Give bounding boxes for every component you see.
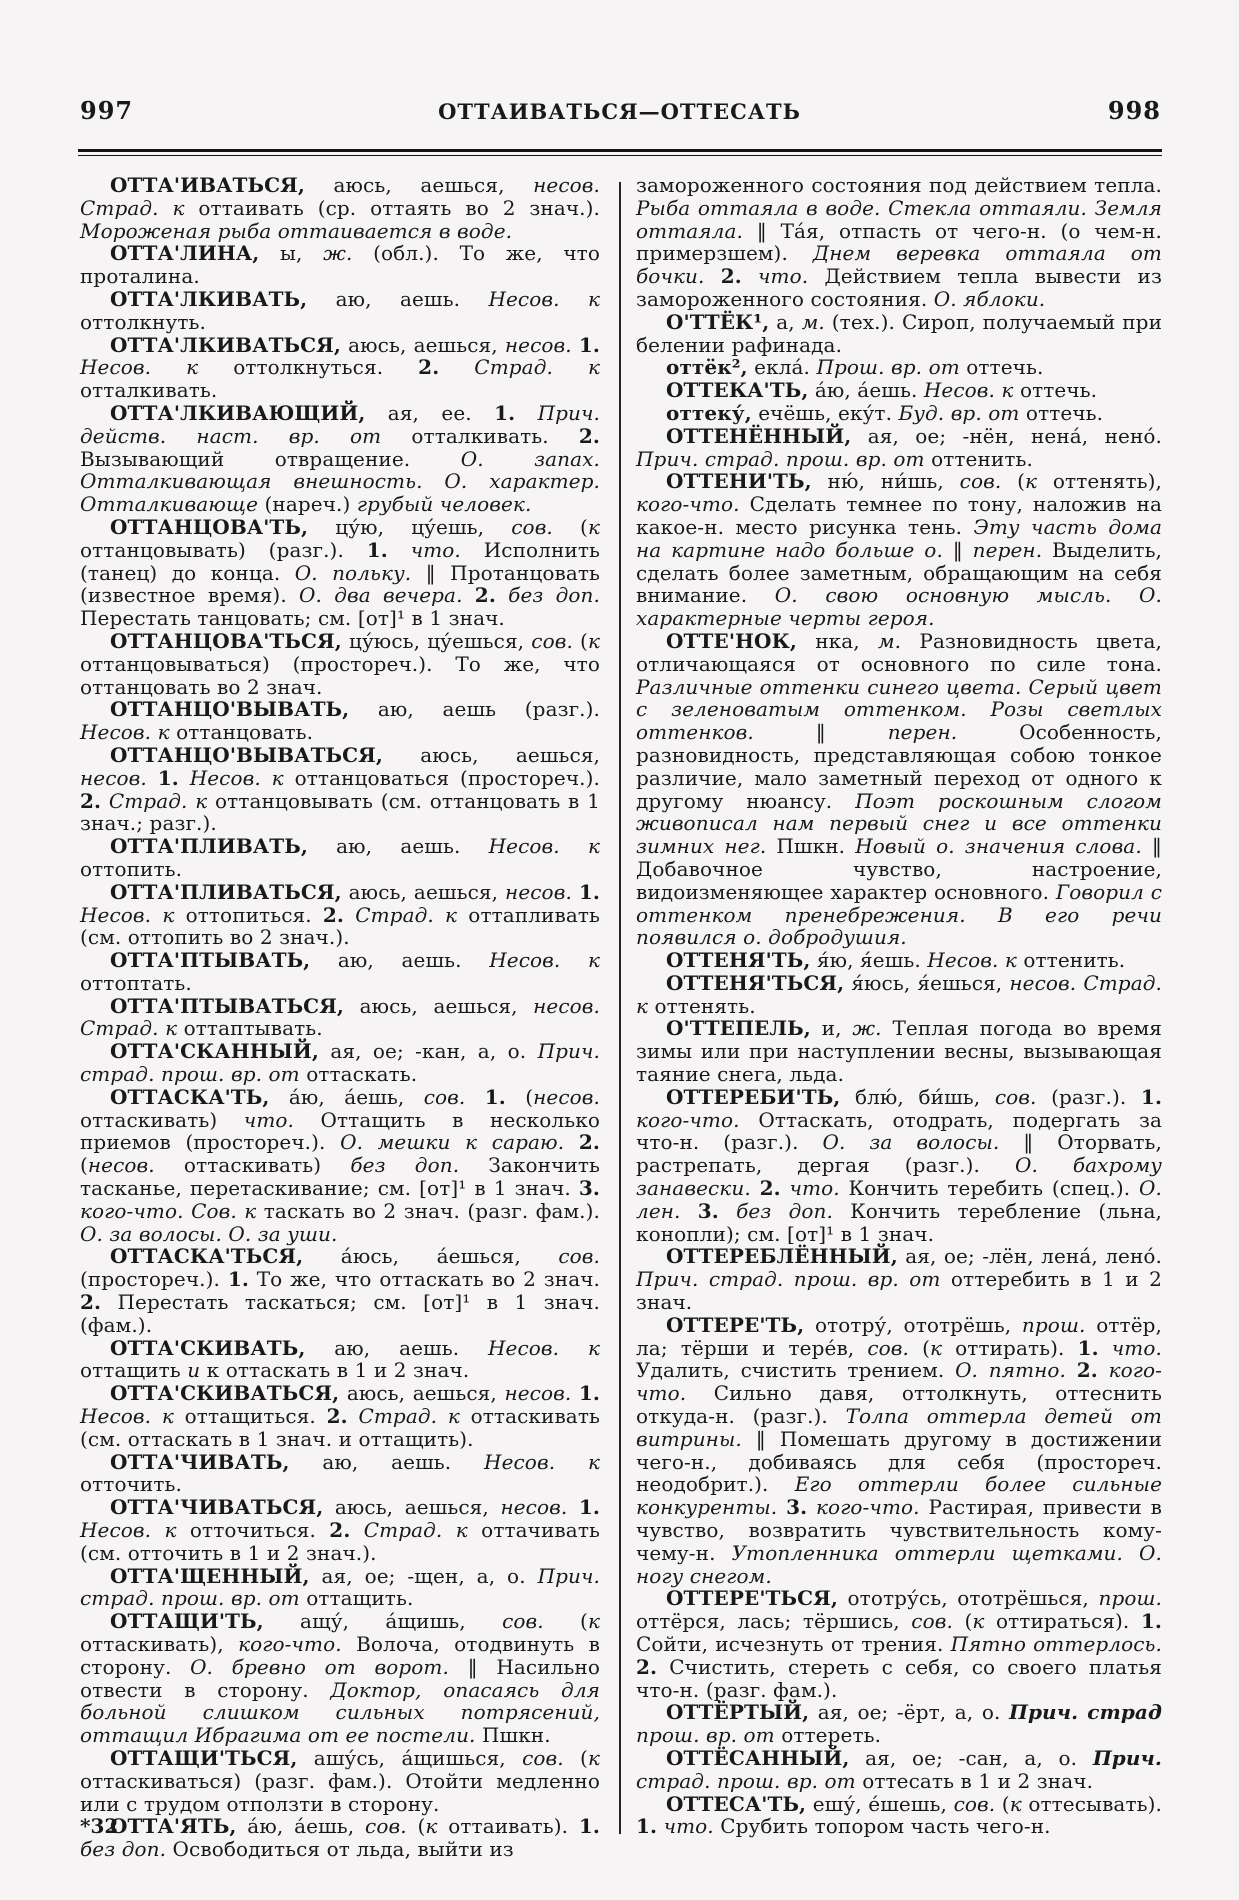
dictionary-entry: оттёк², екла́. Прош. вр. от оттечь. [666,355,1044,380]
page-number-right: 998 [1107,96,1161,125]
dictionary-entry: ОТТЕРЕБЛЁННЫЙ, ая, ое; -лён, лена́, лено́. Прич. страд. прош. вр. от оттеребить в 1 и 2 знач. [636,1244,1162,1315]
dictionary-entry: О'ТТЁК¹, а, м. (тех.). Сироп, получаемый при белении рафинада. [636,309,1163,357]
dictionary-entry: ОТТА'ПТЫВАТЬ, аю, аешь. Несов. к оттоптать. [80,948,601,995]
dictionary-entry: ОТТА'ЯТЬ, а́ю, а́ешь, сов. (к оттаивать). 1. без доп. Освободиться от льда, выйти из [80,1814,600,1862]
dictionary-entry: ОТТА'ПЛИВАТЬ, аю, аешь. Несов. к оттопить. [80,834,601,881]
dictionary-entry: ОТТЕКА'ТЬ, а́ю, а́ешь. Несов. к оттечь. [666,378,1098,403]
footnote-marker: *32 [80,1814,119,1838]
dictionary-entry: ОТТАЩИ'ТЬ, ащу́, а́щишь, сов. (к оттаскивать), кого-что. Волоча, отодвинуть в сторону. О. бревно от ворот. ‖ Насильно отвести в сторону. Доктор, опасаясь для больной слишком сильных потрясений, оттащил Ибрагима от ее постели. Пшкн. [80,1609,600,1748]
dictionary-entry: ОТТЁРТЫЙ, ая, ое; -ёрт, а, о. Прич. страд прош. вр. от оттереть. [636,1700,1162,1748]
dictionary-entry: ОТТЕНИ'ТЬ, ню́, ни́шь, сов. (к оттенять), кого-что. Сделать темнее по тону, наложив на какое-н. место рисунка тень. Эту часть дома на картине надо больше о. ‖ перен. Выделить, сделать более заметным, обращающим на себя внимание. О. свою основную мысль. О. характерные черты героя. [636,469,1163,631]
dictionary-entry: замороженного состояния под действием тепла. Рыба оттаяла в воде. Стекла оттаяли. Земля оттаяла. ‖ Та́я, отпасть от чего-н. (о чем-н. примерзшем). Днем веревка оттаяла от бочки. 2. что. Действием тепла вывести из замороженного состояния. О. яблоки. [636,173,1162,311]
dictionary-entry: ОТТЕ'НОК, нка, м. Разновидность цвета, отличающаяся от основного по силе тона. Различные оттенки синего цвета. Серый цвет с зеленоватым оттенком. Розы светлых оттенков. ‖ перен. Особенность, разновидность, представляющая собою тонкое различие, мало заметный переход от одного к другому нюансу. Поэт роскошным слогом живописал нам первый снег и все оттенки зимних нег. Пшкн. Новый о. значения слова. ‖ Добавочное чувство, настроение, видоизменяющее характер основного. Говорил с оттенком пренебрежения. В его речи появился о. добродушия. [636,628,1162,950]
page-number-left: 997 [80,96,134,125]
dictionary-entry: ОТТАЩИ'ТЬСЯ, ашу́сь, а́щишься, сов. (к оттаскиваться) (разг. фам.). Отойти медленно или с трудом отползти в сторону. [80,1745,600,1816]
dictionary-entry: ОТТА'СКАННЫЙ, ая, ое; -кан, а, о. Прич. страд. прош. вр. от оттаскать. [80,1039,600,1087]
dictionary-entry: ОТТА'ЛКИВАТЬ, аю, аешь. Несов. к оттолкнуть. [80,286,600,334]
dictionary-entry: ОТТАНЦО'ВЫВАТЬСЯ, аюсь, аешься, несов. 1. Несов. к оттанцоваться (простореч.). 2. Страд. к оттанцовывать (см. оттанцовать в 1 знач.; разг.). [80,742,600,836]
dictionary-entry: ОТТЕСА'ТЬ, ешу́, е́шешь, сов. (к оттесывать). 1. что. Срубить топором часть чего-н. [636,1791,1162,1839]
dictionary-entry: ОТТА'ПЛИВАТЬСЯ, аюсь, аешься, несов. 1. Несов. к оттопиться. 2. Страд. к оттапливать (см. оттопить во 2 знач.). [80,879,600,950]
dictionary-entry: ОТТА'СКИВАТЬ, аю, аешь. Несов. к оттащить и к оттаскать в 1 и 2 знач. [80,1335,600,1383]
right-column [636,174,1162,1838]
dictionary-entry: ОТТЁСАННЫЙ, ая, ое; -сан, а, о. Прич. страд. прош. вр. от оттесать в 1 и 2 знач. [636,1745,1162,1793]
column-divider [619,182,621,1834]
dictionary-entry: О'ТТЕПЕЛЬ, и, ж. Теплая погода во время зимы или при наступлении весны, вызывающая таяние снега, льда. [636,1016,1162,1087]
dictionary-entry: ОТТЕНЁННЫЙ, ая, ое; -нён, нена́, нено́. Прич. страд. прош. вр. от оттенить. [636,423,1162,471]
dictionary-entry: ОТТЕНЯ'ТЬ, я́ю, я́ешь. Несов. к оттенить. [666,948,1126,973]
dictionary-entry: ОТТЕНЯ'ТЬСЯ, я́юсь, я́ешься, несов. Страд. к оттенять. [636,970,1162,1018]
dictionary-entry: ОТТА'ЛКИВАТЬСЯ, аюсь, аешься, несов. 1. Несов. к оттолкнуться. 2. Страд. к отталкивать. [80,332,600,403]
dictionary-entry: ОТТЕРЕ'ТЬСЯ, ототру́сь, ототрёшься, прош. оттёрся, лась; тёршись, сов. (к оттираться). 1. Сойти, исчезнуть от трения. Пятно оттерлось. 2. Счистить, стереть с себя, со своего платья что-н. (разг. фам.). [636,1586,1162,1702]
dictionary-entry: ОТТА'ПТЫВАТЬСЯ, аюсь, аешься, несов. Страд. к оттаптывать. [80,993,600,1041]
running-head: ОТТАИВАТЬСЯ—ОТТЕСАТЬ [438,99,801,124]
dictionary-entry: ОТТАНЦОВА'ТЬ, цу́ю, цу́ешь, сов. (к оттанцовывать) (разг.). 1. что. Исполнить (танец) до конца. О. польку. ‖ Протанцовать (известное время). О. два вечера. 2. без доп. Перестать танцовать; см. [от]¹ в 1 знач. [80,514,600,631]
dictionary-entry: оттеку́, ечёшь, еку́т. Буд. вр. от оттечь. [666,400,1104,425]
dictionary-entry: ОТТА'ЧИВАТЬСЯ, аюсь, аешься, несов. 1. Несов. к отточиться. 2. Страд. к оттачивать (см. отточить в 1 и 2 знач.). [80,1495,600,1565]
dictionary-entry: ОТТАСКА'ТЬСЯ, а́юсь, а́ешься, сов. (простореч.). 1. То же, что оттаскать во 2 знач. 2. Перестать таскаться; см. [от]¹ в 1 знач. (фам.). [80,1244,601,1337]
dictionary-entry: ОТТАНЦО'ВЫВАТЬ, аю, аешь (разг.). Несов. к оттанцовать. [80,697,600,745]
dictionary-entry: ОТТАНЦОВА'ТЬСЯ, цу́юсь, цу́ешься, сов. (к оттанцовываться) (простореч.). То же, что оттанцовать во 2 знач. [80,628,600,699]
dictionary-entry: ОТТА'ЛИНА, ы, ж. (обл.). То же, что проталина. [80,241,600,289]
dictionary-entry: ОТТА'ИВАТЬСЯ, аюсь, аешься, несов. Страд. к оттаивать (ср. оттаять во 2 знач.). Мороженая рыба оттаивается в воде. [80,173,600,243]
dictionary-entry: ОТТА'СКИВАТЬСЯ, аюсь, аешься, несов. 1. Несов. к оттащиться. 2. Страд. к оттаскивать (см. оттаскать в 1 знач. и оттащить). [80,1381,600,1451]
dictionary-entry: ОТТА'ЧИВАТЬ, аю, аешь. Несов. к отточить. [80,1449,600,1497]
dictionary-entry: ОТТА'ЛКИВАЮЩИЙ, ая, ее. 1. Прич. действ. наст. вр. от отталкивать. 2. Вызывающий отвращение. О. запах. Отталкивающая внешность. О. характер. Отталкивающе (нареч.) грубый человек. [80,400,600,517]
header-rule [78,149,1162,156]
dictionary-entry: ОТТА'ЩЕННЫЙ, ая, ое; -щен, а, о. Прич. страд. прош. вр. от оттащить. [80,1563,600,1611]
dictionary-entry: ОТТЕРЕБИ'ТЬ, блю́, би́шь, сов. (разг.). 1. кого-что. Оттаскать, отодрать, подергать за что-н. (разг.). О. за волосы. ‖ Оторвать, растрепать, дергая (разг.). О. бахрому занавески. 2. что. Кончить теребить (спец.). О. лен. 3. без доп. Кончить теребление (льна, конопли); см. [от]¹ в 1 знач. [636,1084,1163,1246]
dictionary-entry: ОТТЕРЕ'ТЬ, ототру́, ототрёшь, прош. оттёр, ла; тёрши и тере́в, сов. (к оттирать). 1. что. Удалить, счистить трением. О. пятно. 2. кого-что. Сильно давя, оттолкнуть, оттеснить откуда-н. (разг.). Толпа оттерла детей от витрины. ‖ Помешать другому в достижении чего-н., добиваясь для себя (простореч. неодобрит.). Его оттерли более сильные конкуренты. 3. кого-что. Растирая, привести в чувство, возвратить чувствительность кому-чему-н. Утопленника оттерли щетками. О. ногу снегом. [636,1312,1163,1588]
left-column [80,174,600,1861]
dictionary-entry: ОТТАСКА'ТЬ, а́ю, а́ешь, сов. 1. (несов. оттаскивать) что. Оттащить в несколько приемов (простореч.). О. мешки к сараю. 2. (несов. оттаскивать) без доп. Закончить тасканье, перетаскивание; см. [от]¹ в 1 знач. 3. кого-что. Сов. к таскать во 2 знач. (разг. фам.). О. за волосы. О. за уши. [80,1084,600,1246]
